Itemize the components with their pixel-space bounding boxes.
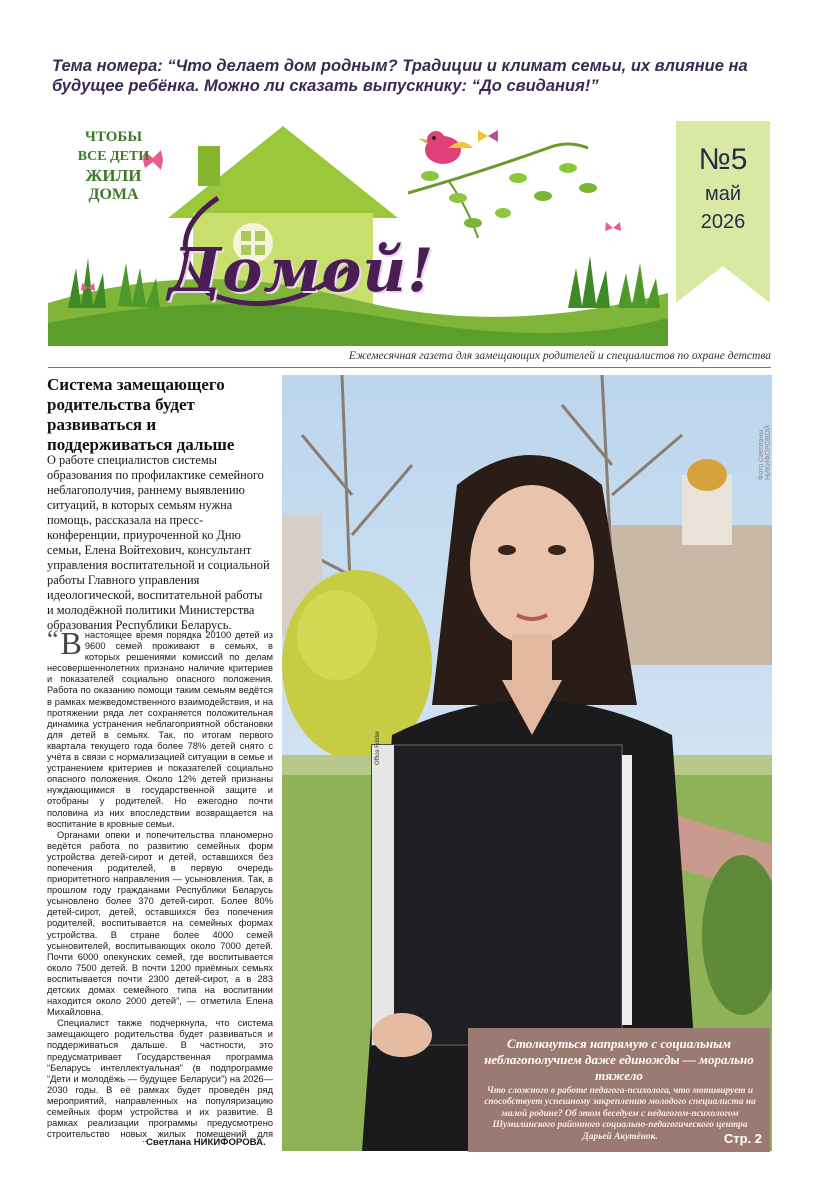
issue-banner <box>676 121 770 303</box>
slogan-line: ЖИЛИ <box>85 166 142 185</box>
slogan-line: ДОМА <box>88 186 139 203</box>
issue-theme: Тема номера: “Что делает дом родным? Традиции и климат семьи, их влияние на будущее ребёнка. Можно ли сказать выпускнику: “До свидания!” <box>52 57 748 95</box>
folder-label: Office Folder <box>375 730 381 765</box>
teaser-text: Что сложного в работе педагога-психолога, что мотивирует и способствует успешному закреплению молодого специалиста на малой родине? Об этом беседуем с педагогом-психологом Шумилинского районного социально-педагогического центра Дарьей Акутёнок. <box>484 1086 756 1142</box>
slogan-line: ВСЕ ДЕТИ <box>77 149 150 164</box>
quote-mark: “ <box>47 630 59 654</box>
article-lead: О работе специалистов системы образования по профилактике семейного неблагополучия, раннему выявлению ситуаций, в которых семьям нужна помощь, рассказала на пресс-конференции, приуроченной ко Дню семьи, Елена Войтехович, консультант управления воспитательной и социальной работы Главного управления идеологической, воспитательной работы и молодёжной политики Министерства образования Республики Беларусь. <box>47 453 270 632</box>
teaser-headline[interactable]: Столкнуться напрямую с социальным неблагополучием даже единожды — морально тяжело <box>484 1036 754 1083</box>
issue-year: 2026 <box>700 211 746 233</box>
slogan-line: ЧТОБЫ <box>84 129 143 145</box>
dropcap: В <box>60 630 82 661</box>
article-paragraph: Органами опеки и попечительства планомерно ведётся работа по развитию семейных форм устройства детей-сирот и детей, оставшихся без попечения родителей, в первую очередь приоритетного направления — усыновления. Так, в прошлом году гражданами Республики Беларусь усыновлено более 370 детей-сирот. Более 80% детей-сирот, детей, оставшихся без попечения родителей, воспитывается на семейных формах устройства. В стране более 4000 семей усыновителей, воспитывающих около 7000 детей. Почти 6000 опекунских семей, где воспитывается около 7500 детей. В почти 1200 приёмных семьях воспитывается почти 2300 детей-сирот, а в 283 детских домах семейного типа на воспитании находится около 2000 детей”, — отметила Елена Михайловна. <box>47 829 273 1018</box>
article-paragraph: Специалист также подчеркнула, что система замещающего родительства будет развиваться и поддерживаться дальше. В частности, это предусматривает Государственная программа “Беларусь интеллектуальная” (в подпрограмме “Дети и молодёжь — будущее Беларуси”) на 2026—2030 годы. В её рамках будет проведён ряд мероприятий, направленных на популяризацию семейных форм устройства и их развитие. В рамках реализации программы предусмотрено строительство новых жилых помещений для <box>47 1018 273 1140</box>
header-divider <box>48 367 771 368</box>
paragraph-text: настоящее время порядка 20100 детей из 9600 семей проживают в семьях, в которых решениями комиссий по делам несовершеннолетних признано наличие критериев и показателей социально опасного положения. Работа по оказанию помощи таким семьям ведётся в рамках межведомственного взаимодействия, и на протяжении ряда лет сохраняется положительная динамика устранения неблагоприятной обстановки для детей в семьях. Так, по итогам первого квартала текущего года более 78% детей снято с учёта в связи с нормализацией ситуации в семье и устранением критериев и показателей социально опасного положения. Около 12% детей признаны нуждающимися в государственной защите и отобраны у родителей. Но ежегодно почти половина из них впоследствии возвращается на воспитание в кровные семьи. <box>47 630 273 829</box>
article-paragraph <box>47 630 273 830</box>
teaser-page-link[interactable]: Стр. 2 <box>723 1131 762 1146</box>
issue-number: №5 <box>698 143 748 176</box>
masthead-slogan <box>66 128 161 204</box>
article-title: Система замещающего родительства будет развиваться и поддерживаться дальше <box>47 375 235 454</box>
newspaper-subtitle: Ежемесячная газета для замещающих родителей и специалистов по охране детства <box>348 350 771 362</box>
article-author: Светлана НИКИФОРОВА. <box>146 1137 266 1148</box>
newspaper-logo: Домой! <box>168 236 435 306</box>
article-body <box>47 630 273 1142</box>
teaser-box[interactable] <box>468 1028 770 1152</box>
photo-credit: Фото Светланы НИКИФОРОВОЙ <box>758 425 772 480</box>
masthead <box>48 118 668 346</box>
issue-month: май <box>704 183 742 205</box>
